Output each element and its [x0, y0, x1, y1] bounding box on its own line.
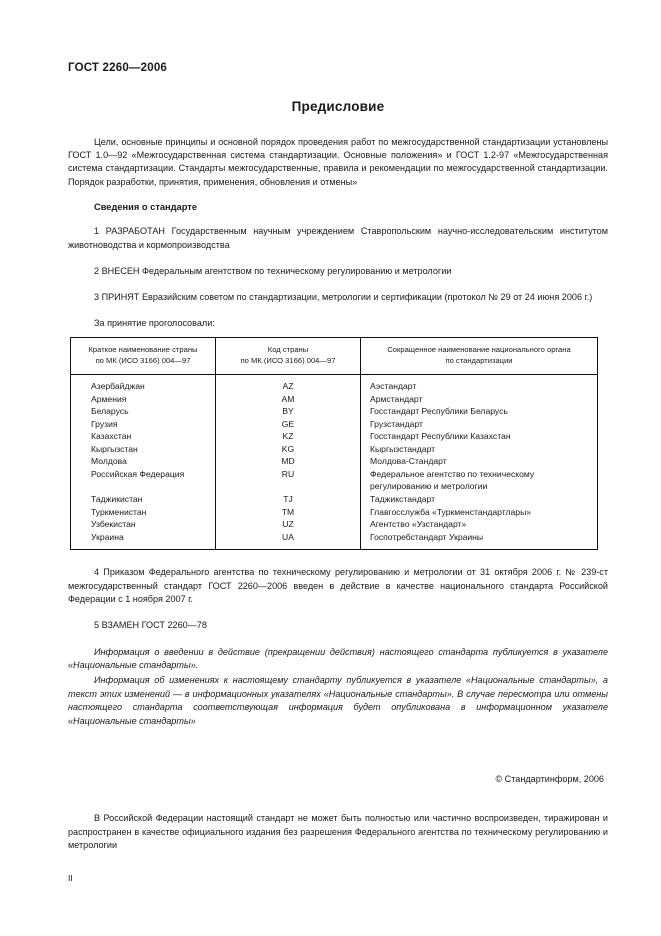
page-content: [68, 62, 608, 883]
list-item: MD: [281, 456, 295, 467]
list-item: Госстандарт Республики Казахстан: [370, 431, 511, 442]
table-header-code: [216, 337, 361, 374]
list-item: регулированию и метрологии: [370, 481, 488, 492]
standard-number: ГОСТ 2260—2006: [68, 62, 168, 74]
list-item: TJ: [283, 494, 293, 504]
list-item: GE: [281, 418, 295, 429]
list-item: TM: [281, 506, 295, 517]
countries-table: [70, 337, 598, 550]
standard-info-item-1: 1 РАЗРАБОТАН Государственным научным учреждением Ставропольским научно-исследовательским институтом животноводства и кормопроизводства: [68, 226, 608, 250]
list-item: Беларусь: [91, 406, 129, 417]
table-cell-codes: [216, 375, 361, 550]
country-list: [71, 380, 215, 543]
list-item: KG: [281, 443, 295, 454]
header-line-1: Код страны: [267, 344, 309, 354]
list-item: Армения: [91, 393, 127, 404]
standard-info-item-3: 3 ПРИНЯТ Евразийским советом по стандартизации, метрологии и сертификации (протокол № 29 от 24 июня 2006 г.): [94, 292, 593, 303]
list-item: AM: [281, 393, 295, 404]
list-item: Кыргызстан: [91, 443, 138, 454]
table-cell-bodies: [361, 375, 598, 550]
intro-paragraph: Цели, основные принципы и основной порядок проведения работ по межгосударственной стандартизации установлены ГОСТ 1.0—92 «Межгосударственная система стандартизации. Основные положения» и ГОСТ 1.2-97 «Межгосударственная система стандартизации. Стандарты межгосударственные, правила и рекомендации по межгосударственной стандартизации. Порядок разработки, принятия, применения, обновления и отмены»: [68, 136, 608, 187]
list-item: Грузстандарт: [370, 418, 423, 429]
list-item: Казахстан: [91, 431, 132, 442]
list-item: Российская Федерация: [91, 468, 185, 479]
header-line-1: Сокращенное наименование национального органа: [387, 344, 571, 354]
list-item: Молдова-Стандарт: [370, 456, 447, 467]
standard-info-heading: Сведения о стандарте: [94, 202, 198, 213]
list-item: KZ: [282, 431, 294, 442]
header-line-2: по МК (ИСО 3166) 004—97: [240, 356, 336, 366]
page-folio: II: [68, 872, 73, 883]
header-line-2: по стандартизации: [445, 356, 513, 366]
list-item: Федеральное агентство по техническому: [370, 468, 535, 479]
body-list: [361, 380, 597, 543]
table-header-body: [361, 337, 598, 374]
reproduction-notice: В Российской Федерации настоящий стандарт не может быть полностью или частично воспроизведен, тиражирован и распространен в качестве официального издания без разрешения Федерального агентства по техническому регулированию и метрологии: [68, 813, 608, 851]
list-item: Туркменистан: [91, 506, 147, 517]
standard-info-item-2: 2 ВНЕСЕН Федеральным агентством по техническому регулированию и метрологии: [94, 266, 452, 277]
table-row: [71, 375, 598, 550]
list-item: Аэстандарт: [370, 381, 417, 392]
notice-amendments: Информация об изменениях к настоящему стандарту публикуется в указателе «Национальные стандарты», а текст этих изменений — в информационных указателях «Национальные стандарты». В случае пересмотра или отмены настоящего стандарта соответствующая информация будет опубликована в информационном указателе «Национальные стандарты»: [68, 675, 608, 726]
list-item: Грузия: [91, 418, 118, 429]
list-item: Госстандарт Республики Беларусь: [370, 406, 508, 417]
header-line-1: Краткое наименование страны: [88, 344, 198, 354]
copyright-notice: © Стандартинформ, 2006: [495, 774, 604, 785]
list-item: AZ: [282, 381, 294, 392]
list-item: Армстандарт: [370, 393, 423, 404]
table-header-row: [71, 337, 598, 374]
list-item: RU: [281, 468, 295, 479]
list-item: Кыргызстандарт: [370, 443, 436, 454]
list-item: Молдова: [91, 456, 127, 467]
post-table-item-4: 4 Приказом Федерального агентства по техническому регулированию и метрологии от 31 октября 2006 г. № 239-ст межгосударственный стандарт ГОСТ 2260—2006 введен в действие в качестве национального стандарта Российской Федерации с 1 ноября 2007 г.: [68, 567, 608, 604]
list-item: Узбекистан: [91, 519, 136, 530]
list-item: Таджикистан: [91, 494, 143, 504]
list-item: Азербайджан: [91, 381, 145, 392]
page-title: Предисловие: [291, 98, 385, 114]
vote-label: За принятие проголосовали:: [94, 317, 215, 328]
code-list: [216, 380, 360, 543]
notices-block: [68, 646, 608, 729]
header-line-2: по МК (ИСО 3166) 004—97: [95, 356, 191, 366]
list-item: Госпотребстандарт Украины: [370, 531, 484, 542]
list-item: BY: [282, 406, 294, 417]
list-item: UZ: [282, 519, 294, 530]
list-item: Таджикстандарт: [370, 494, 436, 504]
table-header-country: [71, 337, 216, 374]
table-cell-countries: [71, 375, 216, 550]
notice-publication: Информация о введении в действие (прекращении действия) настоящего стандарта публикуется в указателе «Национальные стандарты».: [68, 646, 608, 671]
list-item: UA: [282, 531, 294, 542]
post-table-item-5: 5 ВЗАМЕН ГОСТ 2260—78: [94, 620, 207, 631]
list-item: Агентство «Узстандарт»: [370, 519, 467, 530]
list-item: Главгосслужба «Туркменстандартлары»: [370, 506, 532, 517]
list-item: Украина: [91, 531, 124, 542]
